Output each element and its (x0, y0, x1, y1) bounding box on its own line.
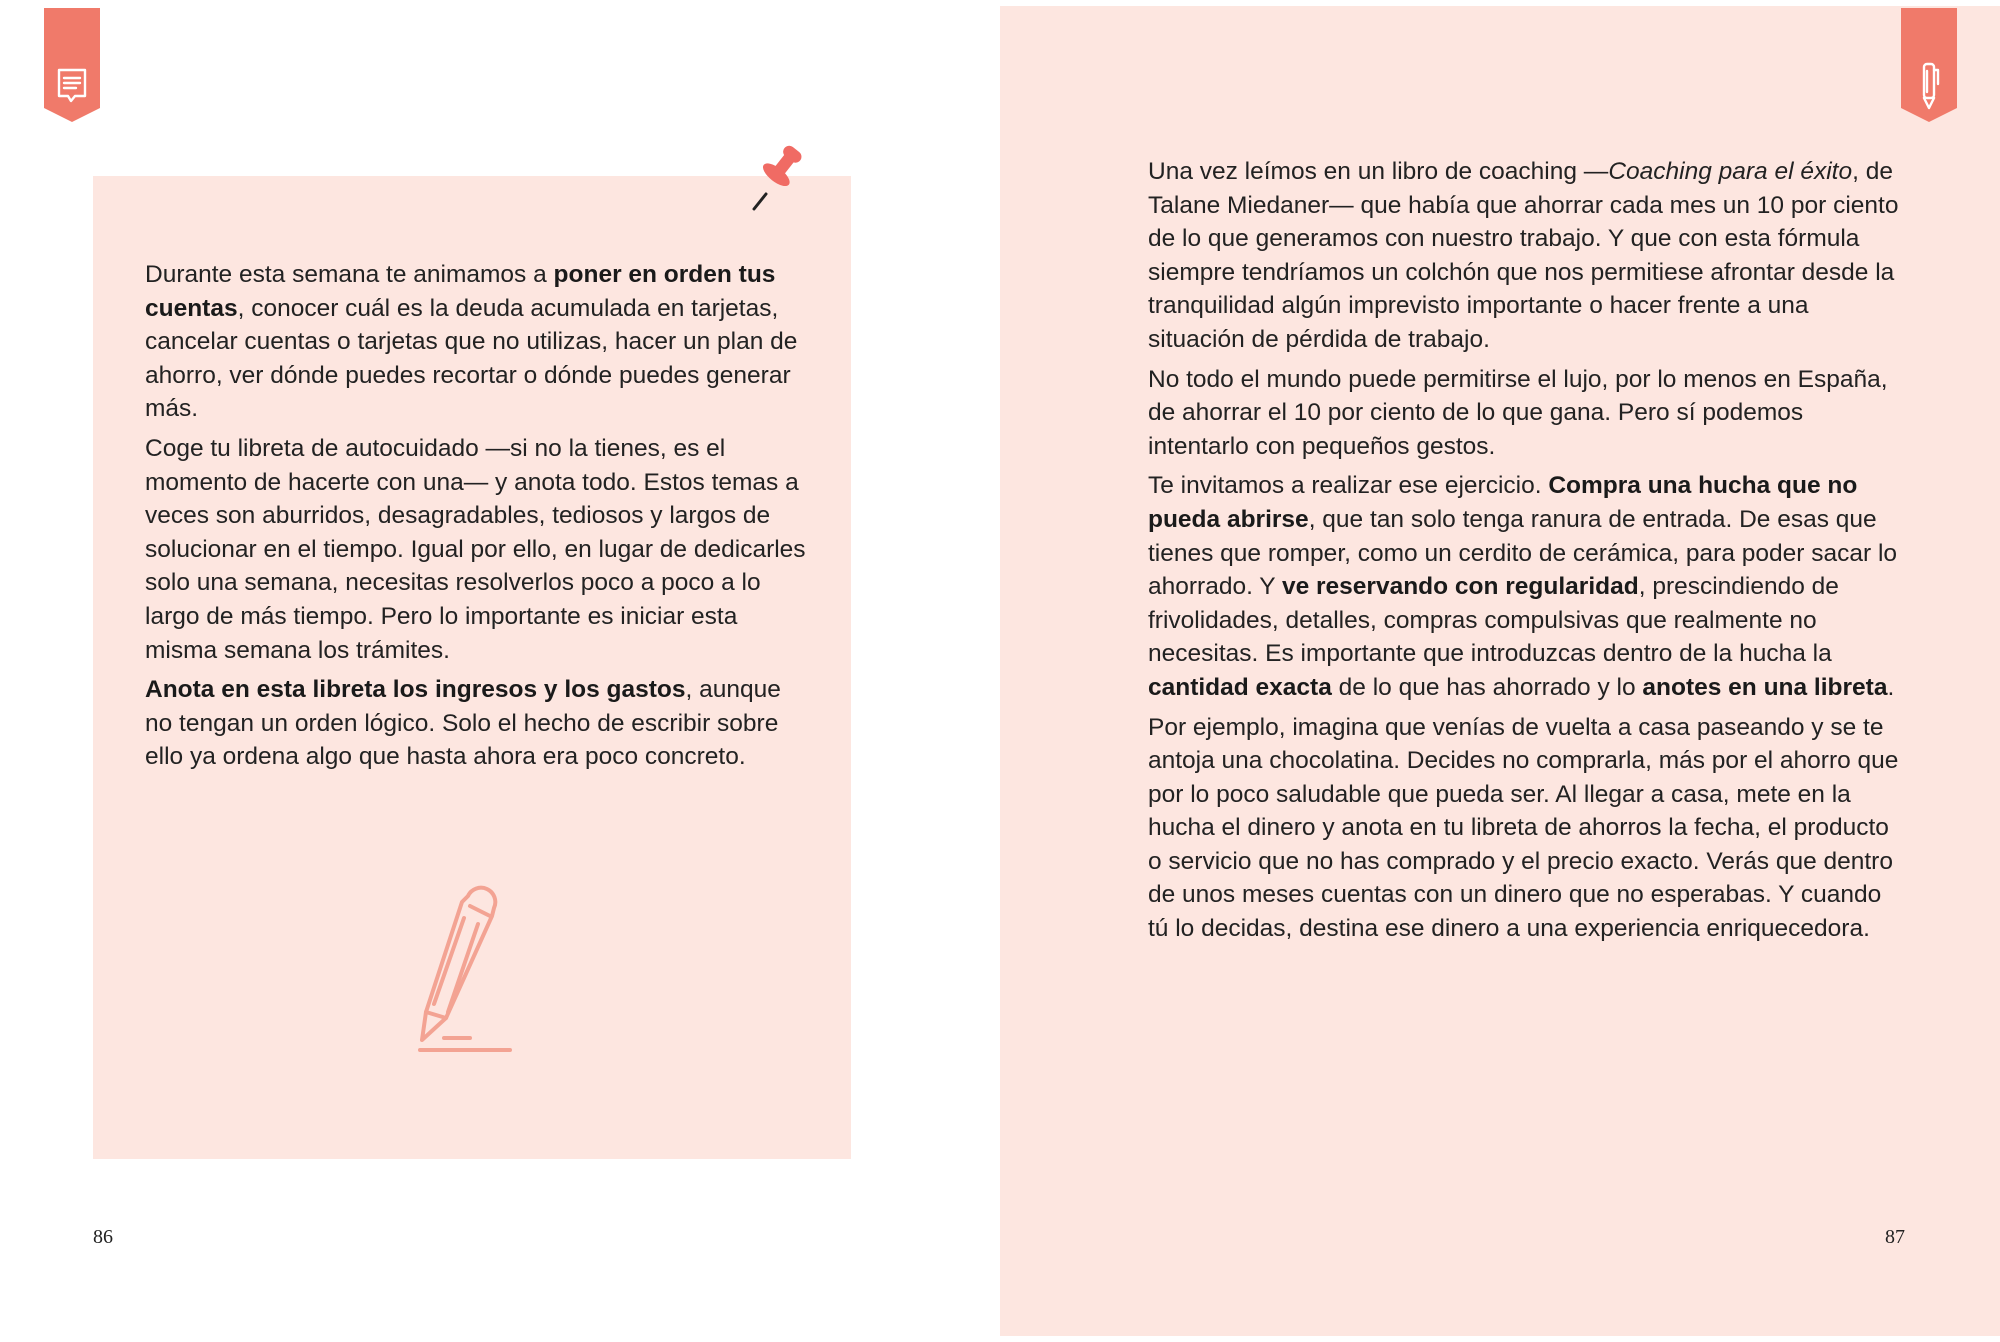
bold-text: anotes en una libreta (1642, 673, 1888, 701)
text-run: , aunque no tengan un orden lógico. Solo el hecho de escribir sobre ello ya ordena algo que hasta ahora era poco concreto. (145, 676, 781, 771)
page-number-left: 86 (93, 1226, 113, 1248)
paragraph (1148, 711, 1900, 946)
bold-text: Anota en esta libreta los ingresos y los gastos (145, 676, 686, 704)
paragraph (145, 673, 810, 774)
pushpin-icon (744, 138, 806, 214)
text-run: , que tan solo tenga ranura de entrada. De esas que tienes que romper, como un cerdito de cerámica, para poder sacar lo ahorrado. Y (1148, 505, 1898, 601)
italic-text: Coaching para el éxito (1608, 158, 1853, 185)
text-run: , de Talane Miedaner— que había que ahorrar cada mes un 10 por ciento de lo que generamos con nuestro trabajo. Y que con esta fórmula siempre tendríamos un colchón que nos permitiese afrontar desde la tranquilidad algún imprevisto importante o hacer frente a una situación de pérdida de trabajo. (1148, 158, 1899, 353)
bold-text: cantidad exacta (1148, 673, 1332, 701)
text-run: Te invitamos a realizar ese ejercicio. (1148, 472, 1549, 500)
text-run: No todo el mundo puede permitirse el lujo, por lo menos en España, de ahorrar el 10 por ciento de lo que gana. Pero sí podemos intentarlo con pequeños gestos. (1148, 365, 1888, 460)
page-number-right: 87 (1885, 1226, 1905, 1248)
left-page-text (145, 258, 810, 780)
bold-text: ve reservando con regularidad (1281, 573, 1639, 601)
right-page-text (1148, 155, 1900, 952)
bookmark-tab-left (44, 8, 100, 122)
text-run: , conocer cuál es la deuda acumulada en tarjetas, cancelar cuentas o tarjetas que no utilizas, hacer un plan de ahorro, ver dónde puedes recortar o dónde puedes generar más. (145, 294, 798, 423)
text-run: de lo que has ahorrado y lo (1331, 673, 1643, 701)
paragraph (145, 258, 810, 426)
paragraph (1148, 155, 1900, 357)
bold-text: Compra una hucha que no pueda abrirse (1148, 472, 1858, 533)
paragraph (1148, 469, 1900, 704)
text-run: Durante esta semana te animamos a (145, 261, 554, 288)
text-run: , prescindiendo de frivolidades, detalles, compras compulsivas que realmente no necesitas. Es importante que introduzcas dentro de la hucha la (1148, 573, 1839, 668)
paragraph (1148, 363, 1900, 464)
text-run: Coge tu libreta de autocuidado —si no la tienes, es el momento de hacerte con una— y anota todo. Estos temas a veces son aburridos, desagradables, tediosos y largos de solucionar en el tiempo. Igual por ello, en lugar de dedicarles solo una semana, necesitas resolverlos poco a poco a lo largo de más tiempo. Pero lo importante es iniciar esta misma semana los trámites. (145, 434, 806, 664)
paragraph (145, 432, 810, 667)
bold-text: poner en orden tus cuentas (145, 261, 776, 322)
pencil-icon (398, 878, 518, 1070)
text-run: . (1887, 673, 1895, 701)
text-run: Una vez leímos en un libro de coaching — (1148, 158, 1609, 185)
text-run: Por ejemplo, imagina que venías de vuelta a casa paseando y se te antoja una chocolatina. Decides no comprarla, más por el ahorro que por lo poco saludable que pueda ser. Al llegar a casa, mete en la hucha el dinero y anota en tu libreta de ahorros la fecha, el producto o servicio que no has comprado y el precio exacto. Verás que dentro de unos meses cuentas con un dinero que no esperabas. Y cuando tú lo decidas, destina ese dinero a una experiencia enriquecedora. (1148, 713, 1899, 943)
bookmark-tab-right (1901, 8, 1957, 122)
